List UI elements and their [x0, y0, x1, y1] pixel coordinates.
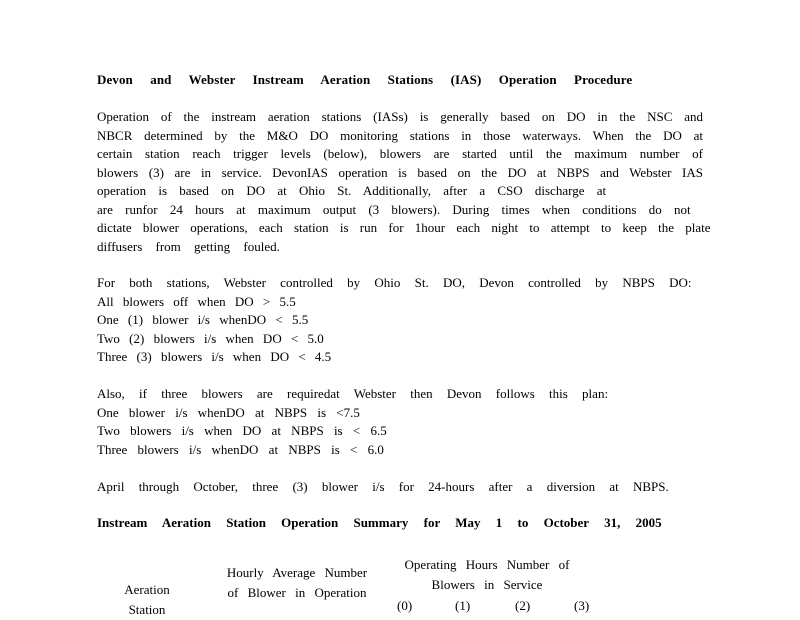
paragraph-line: Three (3) blowers i/s when DO < 4.5	[97, 349, 332, 364]
summary-title: Instream Aeration Station Operation Summary for May 1 to October 31, 2005	[97, 515, 662, 530]
devon-plan-paragraph	[97, 385, 703, 459]
paragraph-line: Two blowers i/s when DO at NBPS is < 6.5	[97, 423, 387, 438]
paragraph-line: Also, if three blowers are requiredat Webster then Devon follows this plan:	[97, 386, 609, 401]
blower-count-1: (1)	[455, 598, 471, 613]
paragraph-line: dictate blower operations, each station is run for 1hour each night to attempt to keep the plate	[97, 220, 711, 235]
header-hourly-average: Hourly Average Number of Blower in Operation	[226, 565, 368, 600]
paragraph-line: For both stations, Webster controlled by Ohio St. DO, Devon controlled by NBPS DO:	[97, 275, 692, 290]
paragraph-line: One blower i/s whenDO at NBPS is <7.5	[97, 404, 360, 420]
header-aeration-station: Aeration Station	[124, 582, 170, 617]
diversion-paragraph	[97, 478, 703, 497]
paragraph-line: operation is based on DO at Ohio St. Additionally, after a CSO discharge at	[97, 183, 607, 198]
paragraph-line: Two (2) blowers i/s when DO < 5.0	[97, 330, 324, 346]
blower-count-0: (0)	[397, 598, 413, 613]
intro-paragraph	[97, 108, 711, 256]
paragraph-line: One (1) blower i/s whenDO < 5.5	[97, 312, 309, 327]
paragraph-line: Operation of the instream aeration stations (IASs) is generally based on DO in the NSC and	[97, 109, 703, 124]
document-title: Devon and Webster Instream Aeration Stations (IAS) Operation Procedure	[97, 72, 633, 87]
paragraph-line: April through October, three (3) blower i/s for 24-hours after a diversion at NBPS.	[97, 479, 669, 494]
header-operating-hours: Operating Hours Number of Blowers in Service	[404, 557, 570, 592]
paragraph-line: Three blowers i/s whenDO at NBPS is < 6.0	[97, 441, 384, 457]
paragraph-line: certain station reach trigger levels (below), blowers are started until the maximum number of	[97, 146, 703, 161]
paragraph-line: are runfor 24 hours at maximum output (3 blowers). During times when conditions do not	[97, 201, 691, 217]
summary-table	[97, 555, 703, 615]
control-rules-paragraph	[97, 274, 703, 367]
paragraph-line: blowers (3) are in service. DevonIAS operation is based on the DO at NBPS and Webster IAS	[97, 164, 703, 180]
paragraph-line: All blowers off when DO > 5.5	[97, 293, 296, 309]
blower-count-2: (2)	[515, 598, 531, 613]
paragraph-line: diffusers from getting fouled.	[97, 238, 280, 254]
paragraph-line: NBCR determined by the M&O DO monitoring stations in those waterways. When the DO at	[97, 127, 703, 143]
blower-count-3: (3)	[574, 598, 590, 613]
